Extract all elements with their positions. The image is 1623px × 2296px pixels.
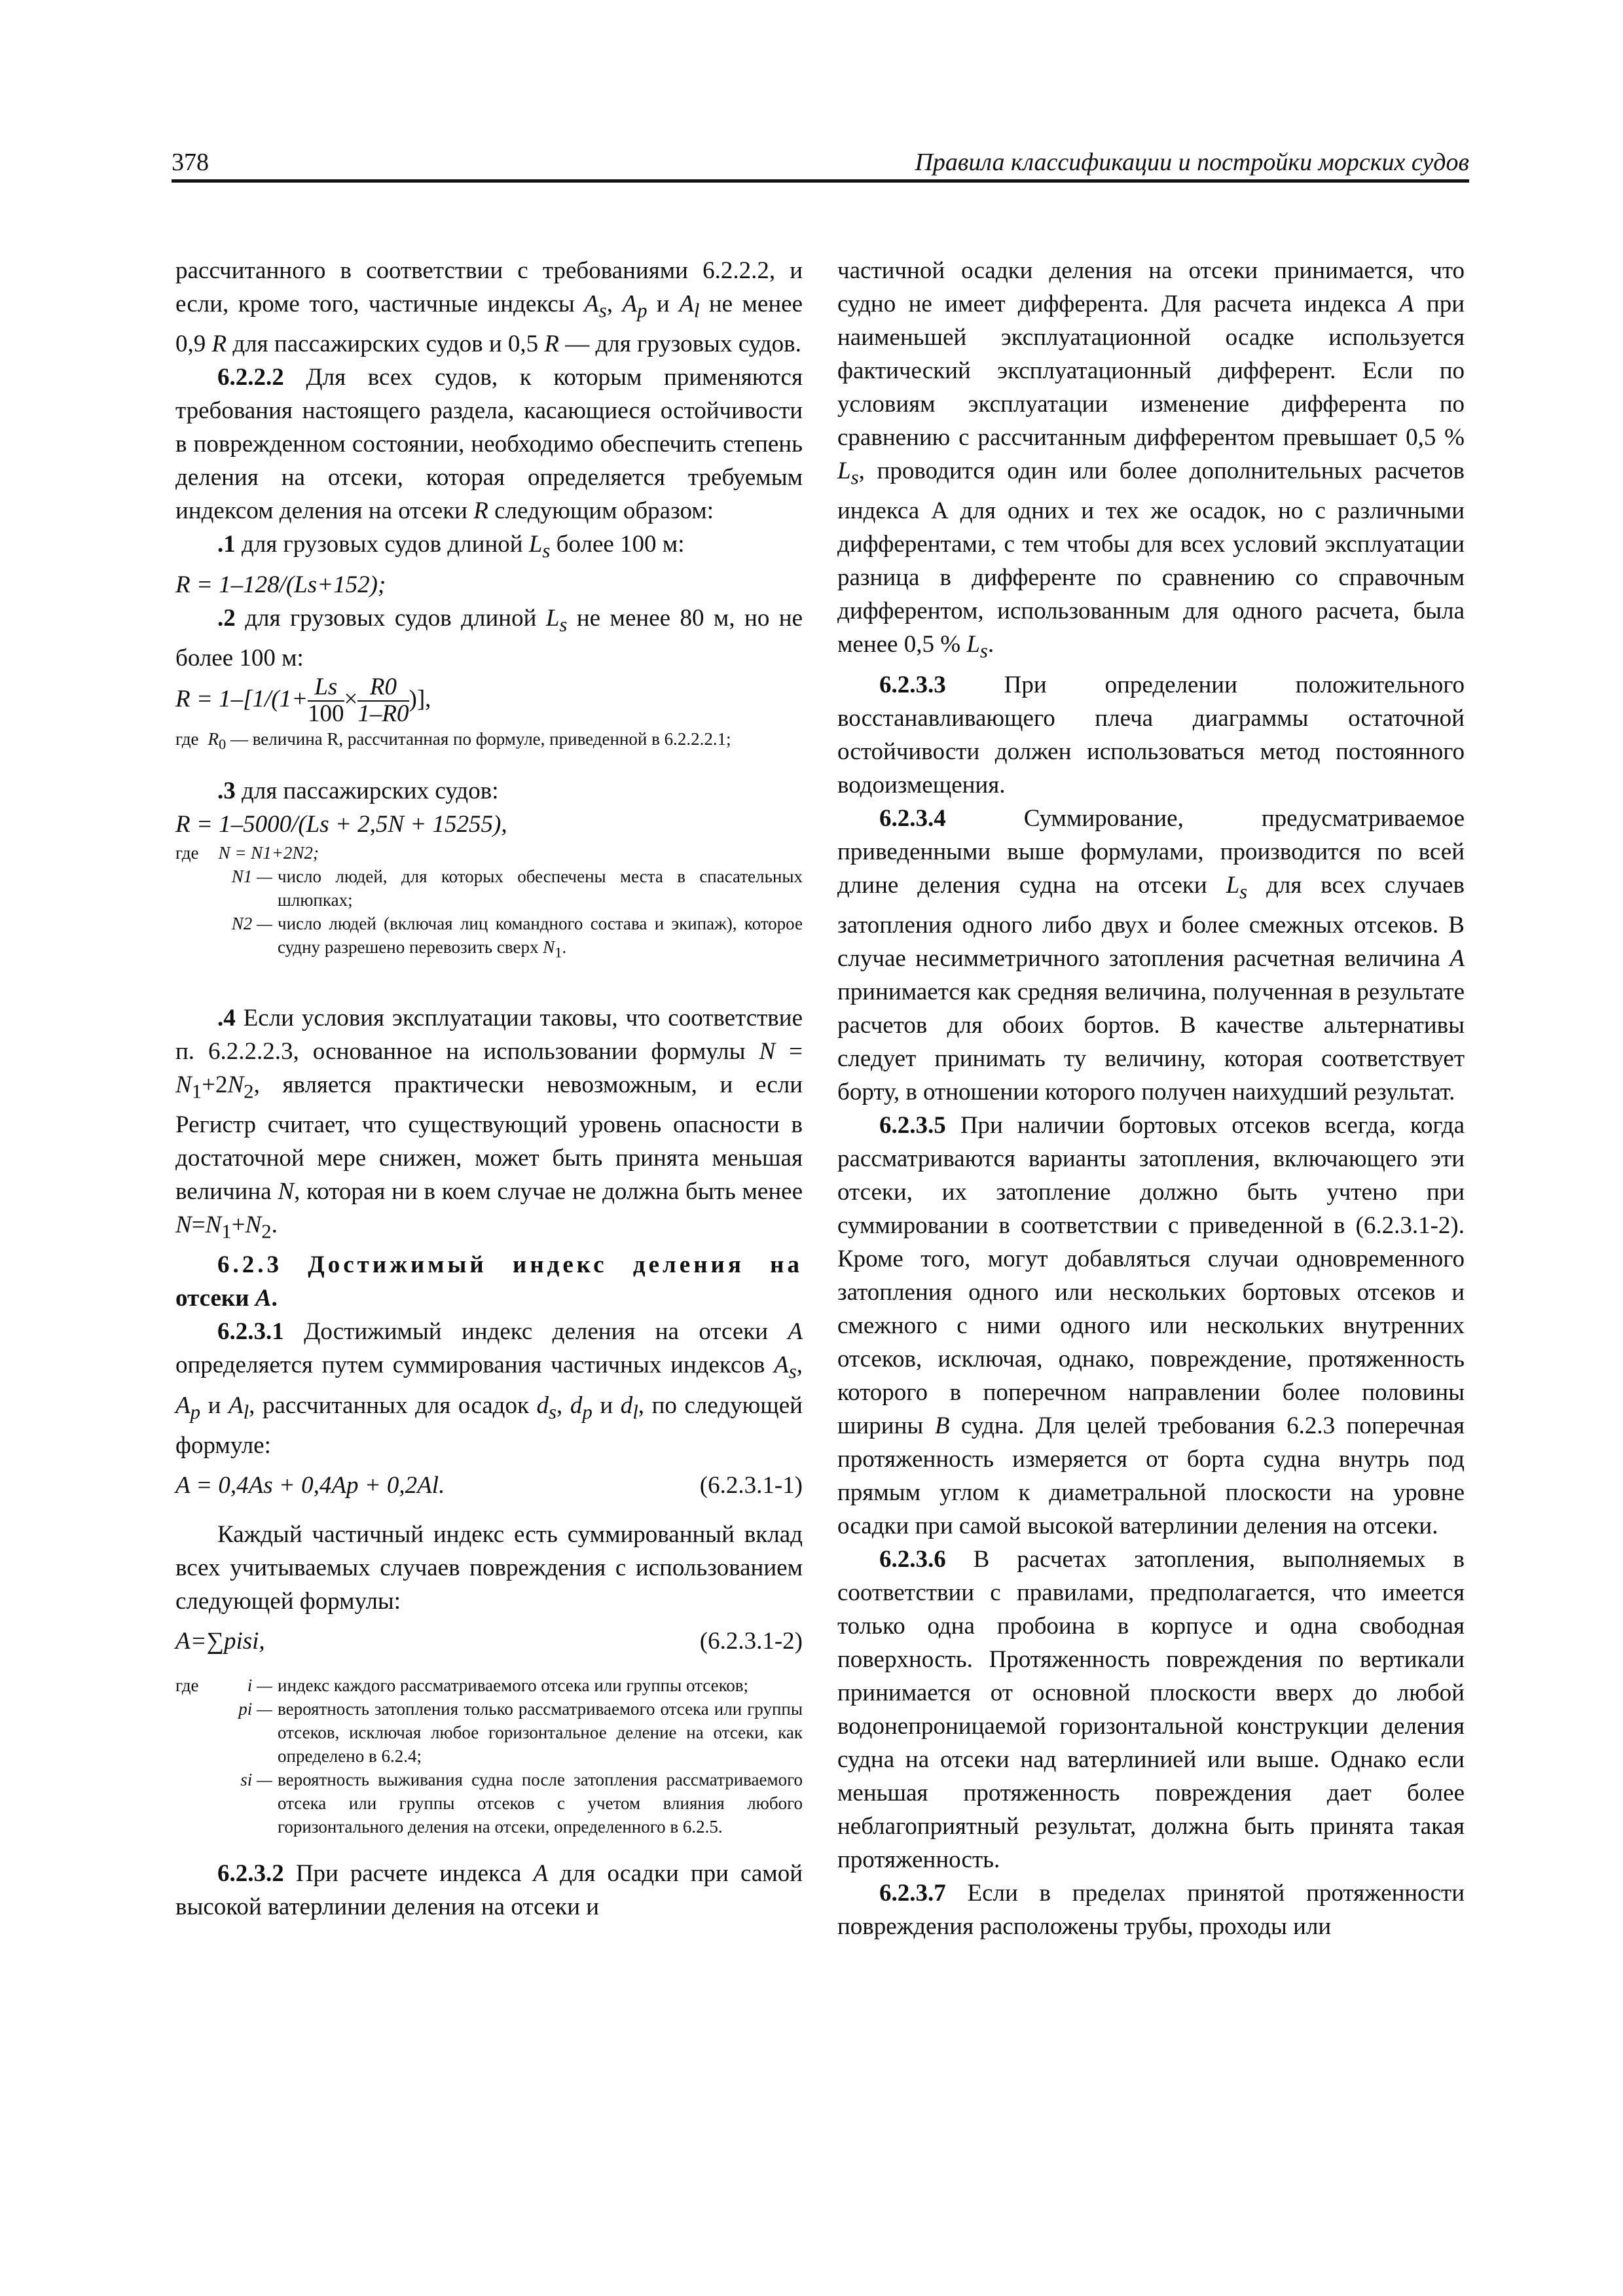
formula-r-cargo-long: R = 1–128/(Ls+152); — [175, 571, 386, 598]
formula-a-index: A = 0,4As + 0,4Ap + 0,2Al. (6.2.3.1-1) — [175, 1472, 803, 1499]
running-title: Правила классификации и постройки морских судов — [915, 149, 1469, 176]
paragraph-6-2-2-2: 6.2.2.2 Для всех судов, к которым применяются требования настоящего раздела, касающиеся остойчивости в поврежденном состоянии, необходимо обеспечить степень деления на отсеки, которая определяется требуемым индексом деления на отсеки R следующим образом: — [175, 364, 803, 525]
paragraph-6-2-3-2: 6.2.3.2 При расчете индекса A для осадки при самой высокой ватерлинии деления на отсеки и — [175, 1860, 803, 1921]
paragraph: рассчитанного в соответствии с требованиями 6.2.2.2, и если, кроме того, частичные индексы $A_s$, $A_p$ и $A_l$ не менее 0,9 R для пассажирских судов и 0,5 R — для грузовых судов. — [175, 257, 803, 358]
page-header — [172, 145, 1469, 183]
right-column — [837, 254, 1465, 1943]
left-column — [175, 254, 803, 1924]
formula-r-passenger: R = 1–5000/(Ls + 2,5N + 15255), — [175, 811, 507, 838]
note-r0: где $R_0$ — величина R, рассчитанная по формуле, приведенной в 6.2.2.2.1; — [175, 728, 731, 753]
note-sum-definitions: где i — индекс каждого рассматриваемого отсека или группы отсеков; pi — вероятность затопления только рассматриваемого отсека или группы отсеков, исключая любое горизонтальное деление на отсеки, как определено в 6.2.4; si — вероятность выживания судна после затопления рассматриваемого отсека или группы отсеков с учетом влияния любого горизонтального деления на отсеки, определенного в 6.2.5. — [175, 1676, 803, 1837]
note-n-definitions: где N = N1+2N2; N1 — число людей, для которых обеспечены места в спасательных шлюпках; N2 — число людей (включая лиц командного состава и экипаж), которое судну разрешено перевозить сверх $N_1$. — [175, 843, 803, 961]
paragraph: частичной осадки деления на отсеки принимается, что судно не имеет дифферента. Для расчета индекса A при наименьшей эксплуатационной осадке используется фактический эксплуатационный дифферент. Если по условиям эксплуатации изменение дифферента по сравнению с рассчитанным дифферентом превышает 0,5 % $L_s$, проводится один или более дополнительных расчетов индекса А для одних и тех же осадок, но с различными дифферентами, с тем чтобы для всех условий эксплуатации разница в дифференте по сравнению со справочным дифферентом, использованным для одного расчета, была менее 0,5 % $L_s$. — [837, 257, 1465, 662]
paragraph-6-2-3-4: 6.2.3.4 Суммирование, предусматриваемое приведенными выше формулами, производится по всей длине деления судна на отсеки $L_s$ для всех случаев затопления одного либо двух и более смежных отсеков. В случае несимметричного затопления расчетная величина A принимается как средняя величина, полученная в результате расчетов для обоих бортов. В качестве альтернативы следует принимать ту величину, которая соответствует борту, в отношении которого получен наихудший результат. — [837, 804, 1465, 1106]
formula-r-cargo-short: R = 1–[1/(1+ $\frac{Ls}{100}$ × $\frac{R0}{1-R0}$ )], — [175, 673, 431, 728]
list-item-1: .1 для грузовых судов длиной $L_s$ более 100 м: — [217, 531, 685, 562]
paragraph-6-2-3-1: 6.2.3.1 Достижимый индекс деления на отсеки A определяется путем суммирования частичных индексов $A_s$, $A_p$ и $A_l$, рассчитанных для осадок $d_s$, $d_p$ и $d_l$, по следующей формуле: — [175, 1318, 803, 1460]
paragraph-6-2-3-6: 6.2.3.6 В расчетах затопления, выполняемых в соответствии с правилами, предполагается, что имеется только одна пробоина в корпусе и одна свободная поверхность. Протяженность повреждения по вертикали принимается от основной плоскости вверх до любой водонепроницаемой горизонтальной конструкции деления судна на отсеки над ватерлинией или выше. Однако если меньшая протяженность повреждения дает более неблагоприятный результат, должна быть принята такая протяженность. — [837, 1546, 1465, 1874]
paragraph-6-2-3-5: 6.2.3.5 При наличии бортовых отсеков всегда, когда рассматриваются варианты затопления, включающего эти отсеки, их затопление должно быть учтено при суммировании в соответствии с приведенной в (6.2.3.1-2). Кроме того, могут добавляться случаи одновременного затопления одного или нескольких бортовых отсеков и смежного с ними одного или нескольких внутренних отсеков, исключая, однако, повреждение, протяженность которого в поперечном направлении более половины ширины B судна. Для целей требования 6.2.3 поперечная протяженность измеряется от борта судна внутрь под прямым углом к диаметральной плоскости на уровне осадки при самой высокой ватерлинии деления на отсеки. — [837, 1112, 1465, 1540]
paragraph-6-2-3-3: 6.2.3.3 При определении положительного восстанавливающего плеча диаграммы остаточной остойчивости должен использоваться метод постоянного водоизмещения. — [837, 671, 1465, 798]
list-item-3: .3 для пассажирских судов: — [217, 778, 499, 805]
section-heading-6-2-3: 6.2.3 Достижимый индекс деления на отсеки A. — [175, 1251, 803, 1312]
page-number: 378 — [172, 149, 209, 176]
formula-a-sum: A=∑pisi, (6.2.3.1-2) — [175, 1628, 803, 1655]
list-item-2: .2 для грузовых судов длиной $L_s$ не менее 80 м, но не более 100 м: — [175, 604, 803, 672]
list-item-4: .4 Если условия эксплуатации таковы, что соответствие п. 6.2.2.2.3, основанное на использовании формулы $N = N_1+2N_2$, является практически невозможным, и если Регистр считает, что существующий уровень опасности в достаточной мере снижен, может быть принята меньшая величина N, которая ни в коем случае не должна быть менее $N=N_1+N_2$. — [175, 1004, 803, 1243]
paragraph: Каждый частичный индекс есть суммированный вклад всех учитываемых случаев повреждения с использованием следующей формулы: — [175, 1521, 803, 1615]
paragraph-6-2-3-7: 6.2.3.7 Если в пределах принятой протяженности повреждения расположены трубы, проходы или — [837, 1880, 1465, 1941]
